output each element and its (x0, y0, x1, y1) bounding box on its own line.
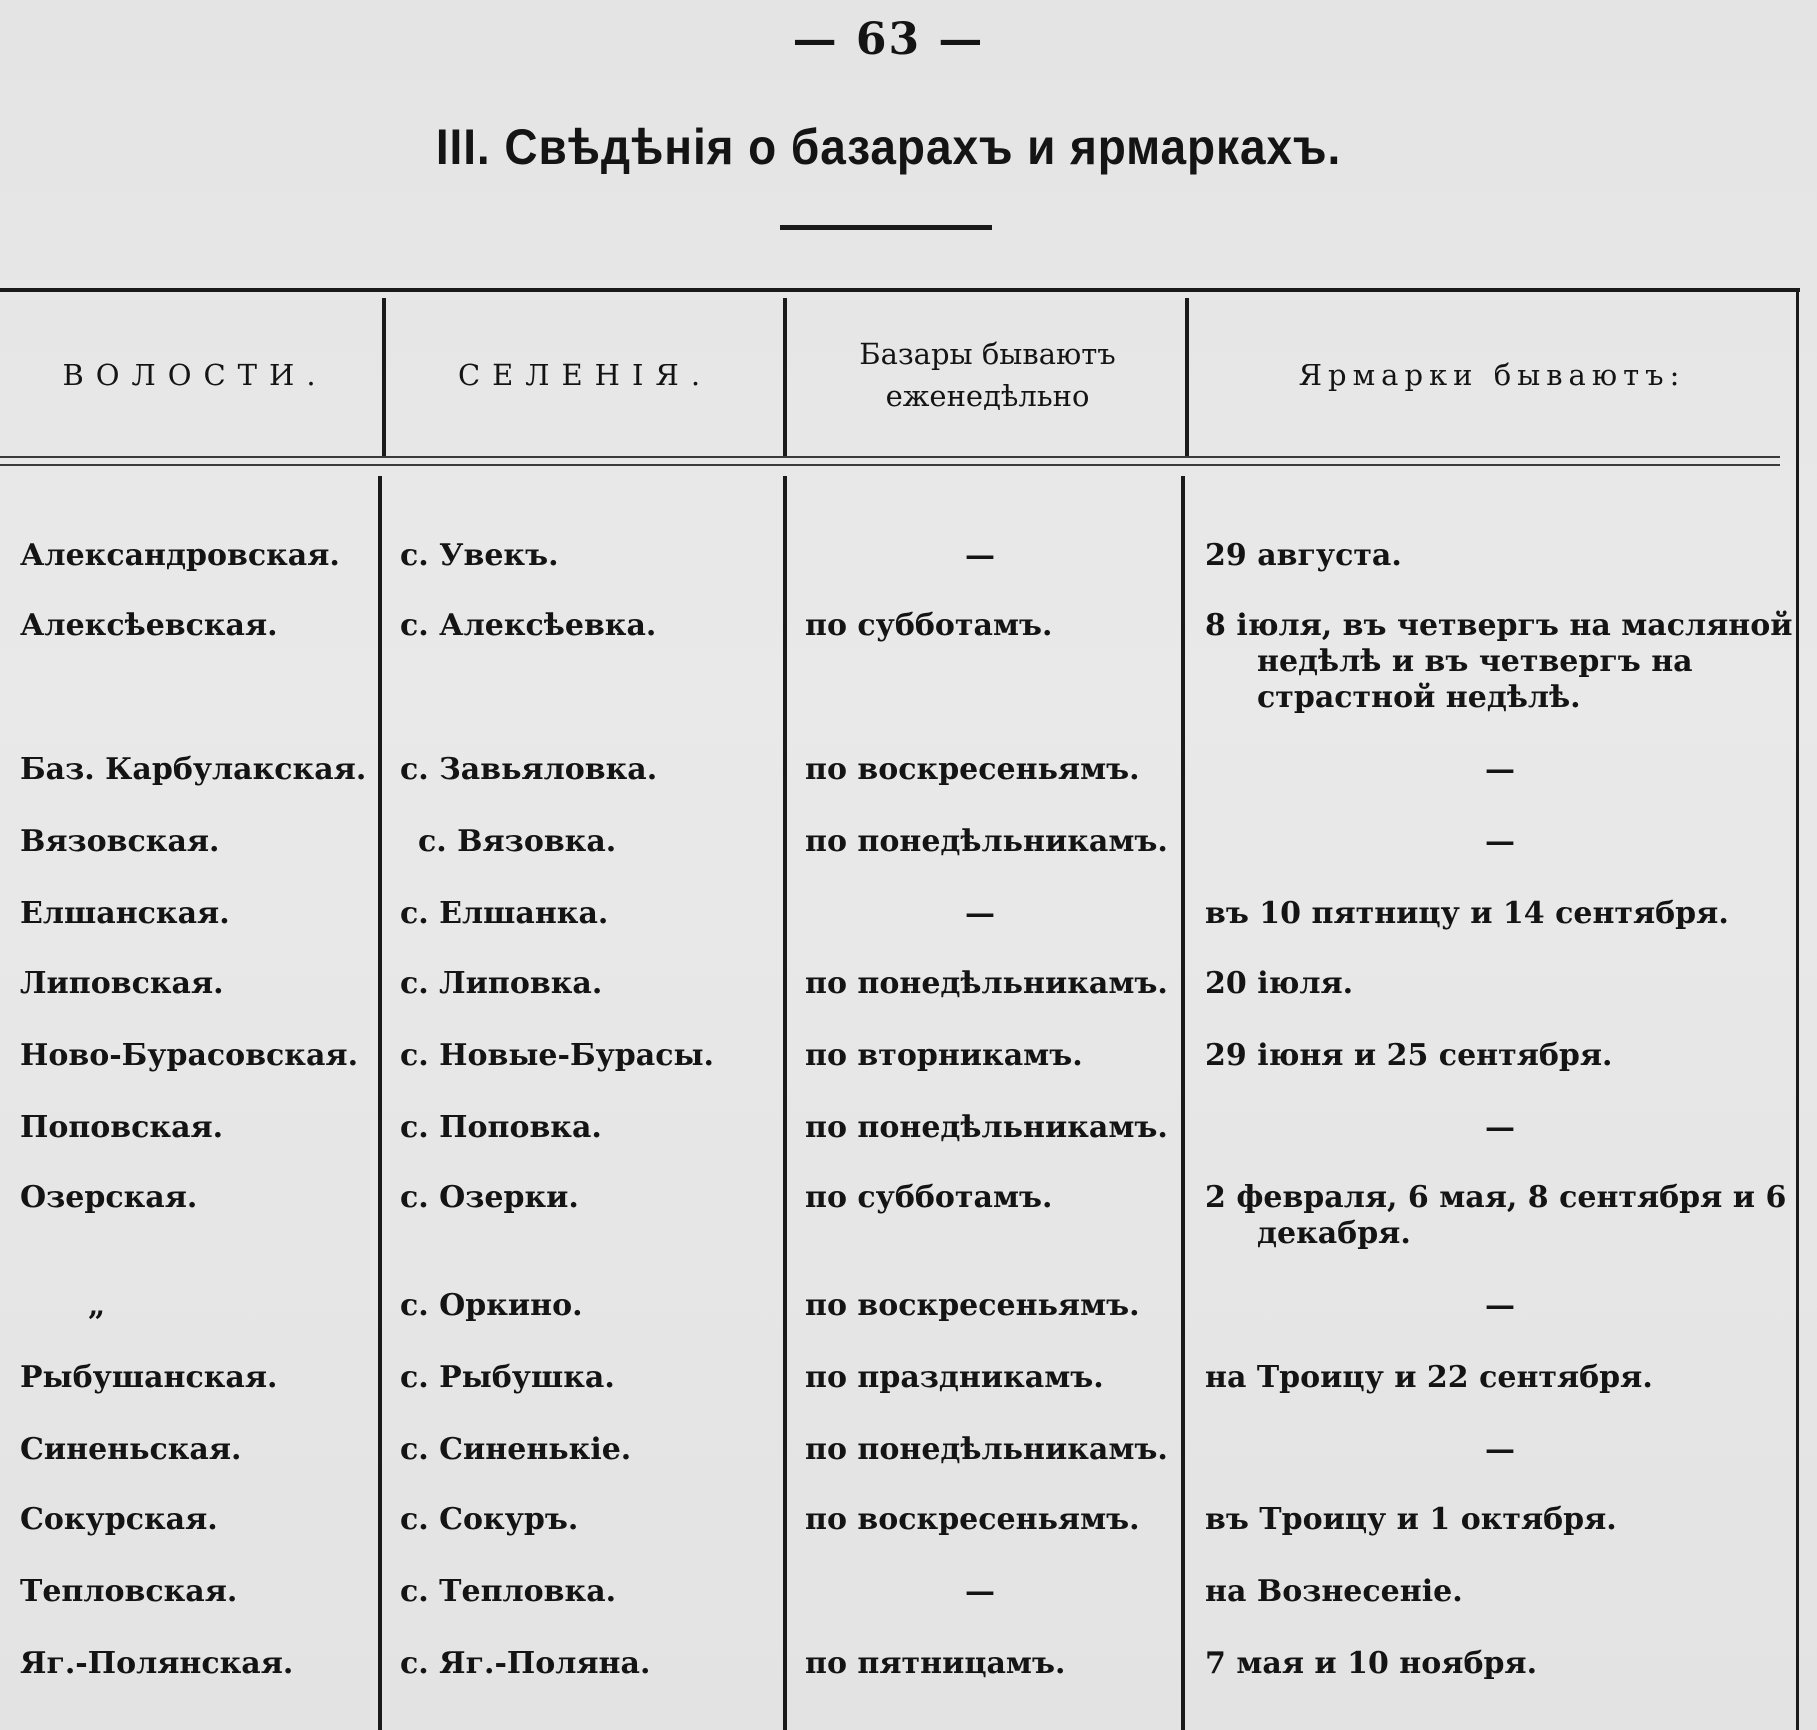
cell-bazary: по понедѣльникамъ. (805, 824, 1168, 859)
title-underline (780, 225, 992, 230)
cell-selo: с. Рыбушка. (400, 1360, 615, 1395)
cell-yarmarki: — (1485, 1432, 1515, 1467)
cell-selo: с. Вязовка. (418, 824, 617, 859)
header-yarmarki (1192, 300, 1792, 450)
cell-yarmarki: 20 іюля. (1205, 966, 1354, 1001)
cell-volost: Вязовская. (20, 824, 220, 859)
column-divider (1181, 476, 1185, 1730)
cell-bazary: — (965, 896, 995, 931)
cell-yarmarki: — (1485, 824, 1515, 859)
header-bazary-line2: еженедѣльно (885, 379, 1090, 413)
cell-selo: с. Поповка. (400, 1110, 602, 1145)
cell-selo: с. Новые-Бурасы. (400, 1038, 715, 1073)
cell-volost: Елшанская. (20, 896, 230, 931)
cell-bazary: — (965, 538, 995, 573)
cell-yarmarki: на Вознесеніе. (1205, 1574, 1463, 1609)
cell-volost: „ (88, 1288, 106, 1323)
cell-bazary: по понедѣльникамъ. (805, 1432, 1168, 1467)
cell-bazary: по воскресеньямъ. (805, 752, 1140, 787)
cell-selo: с. Липовка. (400, 966, 603, 1001)
column-divider (378, 476, 382, 1730)
cell-yarmarki: — (1485, 1288, 1515, 1323)
cell-selo: с. Синенькіе. (400, 1432, 632, 1467)
cell-volost: Синеньская. (20, 1432, 242, 1467)
cell-selo: с. Увекъ. (400, 538, 559, 573)
cell-selo: с. Озерки. (400, 1180, 579, 1215)
table-top-border (0, 288, 1800, 292)
cell-yarmarki: 29 августа. (1205, 538, 1402, 573)
header-bazary-line1: Базары бываютъ (859, 336, 1116, 371)
cell-bazary: по пятницамъ. (805, 1646, 1066, 1681)
table-right-border (1796, 288, 1799, 1730)
header-bazary (790, 300, 1185, 450)
cell-selo: с. Яг.-Поляна. (400, 1646, 651, 1681)
cell-bazary: по понедѣльникамъ. (805, 966, 1168, 1001)
cell-yarmarki: на Троицу и 22 сентября. (1205, 1360, 1653, 1395)
cell-volost: Баз. Карбулакская. (20, 752, 367, 787)
cell-volost: Рыбушанская. (20, 1360, 278, 1395)
cell-yarmarki: 7 мая и 10 ноября. (1205, 1646, 1538, 1681)
cell-volost: Александровская. (20, 538, 340, 573)
column-divider (382, 298, 386, 456)
cell-volost: Поповская. (20, 1110, 224, 1145)
cell-yarmarki: въ Троицу и 1 октября. (1205, 1502, 1617, 1537)
cell-bazary: по субботамъ. (805, 608, 1053, 643)
cell-volost: Алексѣевская. (20, 608, 278, 643)
cell-yarmarki: — (1485, 1110, 1515, 1145)
cell-volost: Ново-Бурасовская. (20, 1038, 359, 1073)
cell-bazary: по вторникамъ. (805, 1038, 1083, 1073)
header-yarmarki-label: Ярмарки бываютъ: (1298, 357, 1686, 392)
header-bottom-rule-second (0, 464, 1780, 466)
cell-bazary: по воскресеньямъ. (805, 1502, 1140, 1537)
cell-selo: с. Сокуръ. (400, 1502, 579, 1537)
cell-yarmarki: 29 іюня и 25 сентября. (1205, 1038, 1613, 1073)
cell-bazary: по понедѣльникамъ. (805, 1110, 1168, 1145)
cell-volost: Тепловская. (20, 1574, 238, 1609)
cell-selo: с. Алексѣевка. (400, 608, 657, 643)
header-seleniya-label: СЕЛЕНІЯ. (457, 357, 713, 392)
page-title: III. Свѣдѣнія о базарахъ и ярмаркахъ. (435, 119, 1342, 175)
cell-bazary: по праздникамъ. (805, 1360, 1104, 1395)
cell-bazary: по субботамъ. (805, 1180, 1053, 1215)
cell-yarmarki: 2 февраля, 6 мая, 8 сентября и 6 декабря. (1205, 1180, 1787, 1251)
column-divider (783, 476, 787, 1730)
column-divider (1185, 298, 1189, 456)
header-volosti-label: ВОЛОСТИ. (62, 357, 328, 392)
cell-yarmarki: въ 10 пятницу и 14 сентября. (1205, 896, 1729, 931)
cell-volost: Озерская. (20, 1180, 198, 1215)
page-number: — 63 — (792, 14, 985, 65)
header-volosti (10, 300, 380, 450)
cell-selo: с. Оркино. (400, 1288, 583, 1323)
cell-bazary: — (965, 1574, 995, 1609)
header-seleniya (390, 300, 780, 450)
cell-yarmarki: 8 іюля, въ четвергъ на масляной недѣлѣ и въ четвергъ на страстной недѣлѣ. (1205, 608, 1793, 715)
cell-bazary: по воскресеньямъ. (805, 1288, 1140, 1323)
cell-selo: с. Елшанка. (400, 896, 609, 931)
cell-volost: Яг.-Полянская. (20, 1646, 294, 1681)
column-divider (783, 298, 787, 456)
header-bottom-rule (0, 456, 1780, 458)
cell-volost: Сокурская. (20, 1502, 218, 1537)
cell-selo: с. Тепловка. (400, 1574, 617, 1609)
cell-selo: с. Завьяловка. (400, 752, 658, 787)
cell-yarmarki: — (1485, 752, 1515, 787)
cell-volost: Липовская. (20, 966, 224, 1001)
